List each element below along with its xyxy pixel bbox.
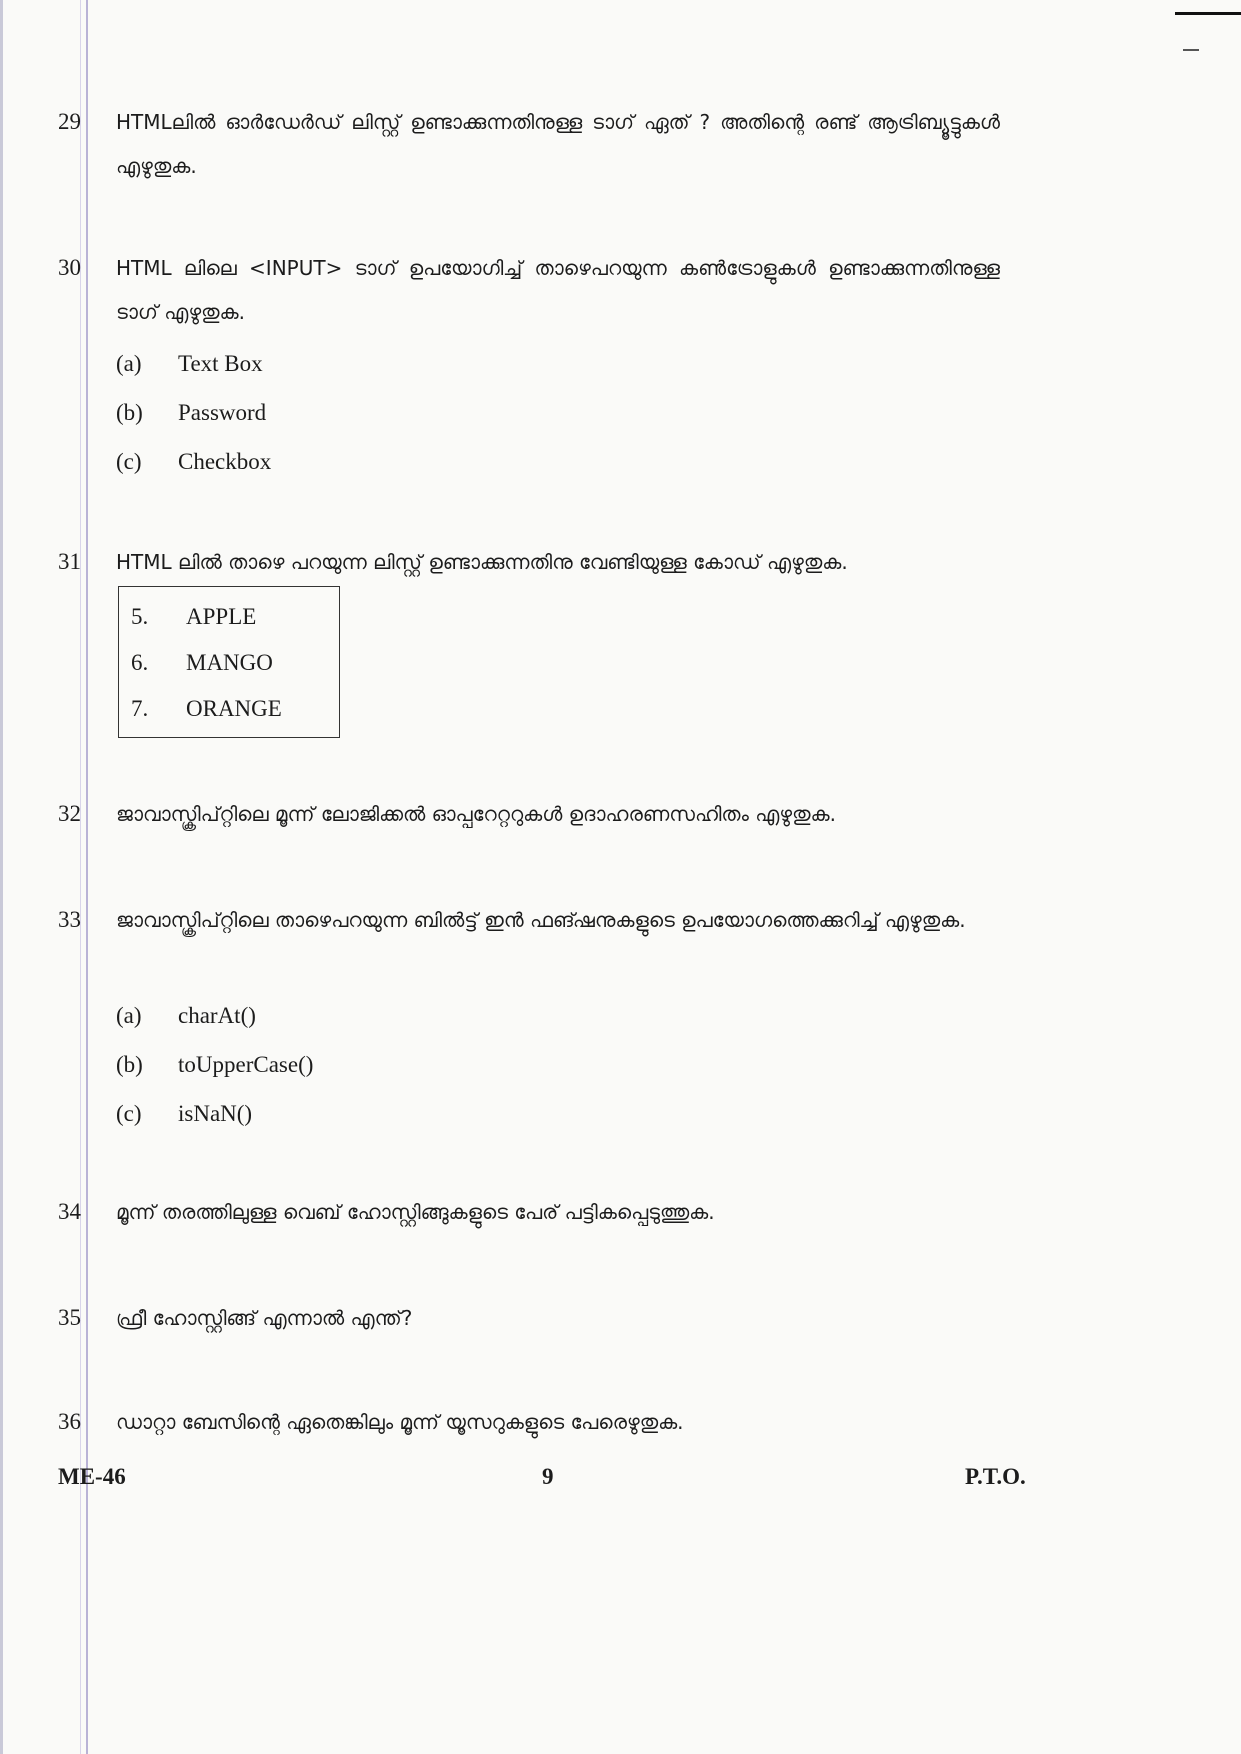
- option-b: [116, 1043, 313, 1087]
- option-label: (b): [116, 1052, 143, 1077]
- question-number: 33: [58, 907, 81, 932]
- question-number: 31: [58, 549, 81, 574]
- scan-left-edge: [0, 0, 3, 1754]
- please-turn-over: P.T.O.: [965, 1464, 1026, 1489]
- option-text: toUpperCase(): [178, 1052, 314, 1077]
- option-c: [116, 1092, 252, 1136]
- question-text: ഫ്രീ ഹോസ്റ്റിങ്ങ് എന്നാൽ എന്ത്?: [116, 1306, 413, 1330]
- question-text: HTML ലിൽ താഴെ പറയുന്ന ലിസ്റ്റ് ഉണ്ടാക്കുന്നതിനു വേണ്ടിയുള്ള കോഡ് എഴുതുക.: [116, 550, 848, 574]
- option-label: (c): [116, 449, 142, 474]
- option-text: Text Box: [178, 351, 263, 376]
- corner-dash: [1183, 49, 1199, 51]
- question-number: 32: [58, 801, 81, 826]
- list-text: ORANGE: [186, 696, 282, 721]
- list-number: 5.: [131, 604, 149, 629]
- question-text: HTML ലിലെ <INPUT> ടാഗ് ഉപയോഗിച്ച് താഴെപറയുന്ന കൺട്രോളുകൾ ഉണ്ടാക്കുന്നതിനുള്ള ടാഗ് എഴുതുക.: [116, 256, 1000, 324]
- question-number: 36: [58, 1409, 81, 1434]
- paper-code: ME-46: [58, 1464, 126, 1489]
- question-text: ജാവാസ്ക്രിപ്റ്റിലെ മൂന്ന് ലോജിക്കൽ ഓപ്പറേറ്ററുകൾ ഉദാഹരണസഹിതം എഴുതുക.: [116, 802, 836, 826]
- option-label: (c): [116, 1101, 142, 1126]
- question-text: ജാവാസ്ക്രിപ്റ്റിലെ താഴെപറയുന്ന ബിൽട്ട് ഇൻ ഫങ്ഷനുകളുടെ ഉപയോഗത്തെക്കുറിച്ച് എഴുതുക.: [116, 908, 966, 932]
- option-label: (a): [116, 1003, 142, 1028]
- option-b: [116, 391, 266, 435]
- option-text: charAt(): [178, 1003, 256, 1028]
- option-label: (b): [116, 400, 143, 425]
- list-item: [131, 643, 273, 683]
- fruit-list-box: [118, 586, 340, 738]
- list-number: 6.: [131, 650, 149, 675]
- question-number: 29: [58, 109, 81, 134]
- option-label: (a): [116, 351, 142, 376]
- question-text: ഡാറ്റാ ബേസിന്റെ ഏതെങ്കിലും മൂന്ന് യൂസറുകളുടെ പേരെഴുതുക.: [116, 1410, 684, 1434]
- question-text: മൂന്ന് തരത്തിലുള്ള വെബ് ഹോസ്റ്റിങ്ങുകളുടെ പേര് പട്ടികപ്പെടുത്തുക.: [116, 1200, 715, 1224]
- option-c: [116, 440, 271, 484]
- list-text: MANGO: [186, 650, 273, 675]
- corner-mark: [1175, 12, 1241, 15]
- question-number: 30: [58, 255, 81, 280]
- option-a: [116, 342, 263, 386]
- list-item: [131, 689, 282, 729]
- question-number: 34: [58, 1199, 81, 1224]
- question-text: HTMLലിൽ ഓർഡേർഡ് ലിസ്റ്റ് ഉണ്ടാക്കുന്നതിനുള്ള ടാഗ് ഏത് ? അതിന്റെ രണ്ട് ആട്രിബ്യൂട്ടുകൾ എഴുതുക.: [116, 110, 1000, 178]
- option-text: Checkbox: [178, 449, 272, 474]
- option-text: Password: [178, 400, 267, 425]
- list-item: [131, 597, 256, 637]
- page-number: 9: [542, 1464, 554, 1489]
- list-number: 7.: [131, 696, 149, 721]
- question-number: 35: [58, 1305, 81, 1330]
- option-text: isNaN(): [178, 1101, 253, 1126]
- option-a: [116, 994, 256, 1038]
- list-text: APPLE: [186, 604, 257, 629]
